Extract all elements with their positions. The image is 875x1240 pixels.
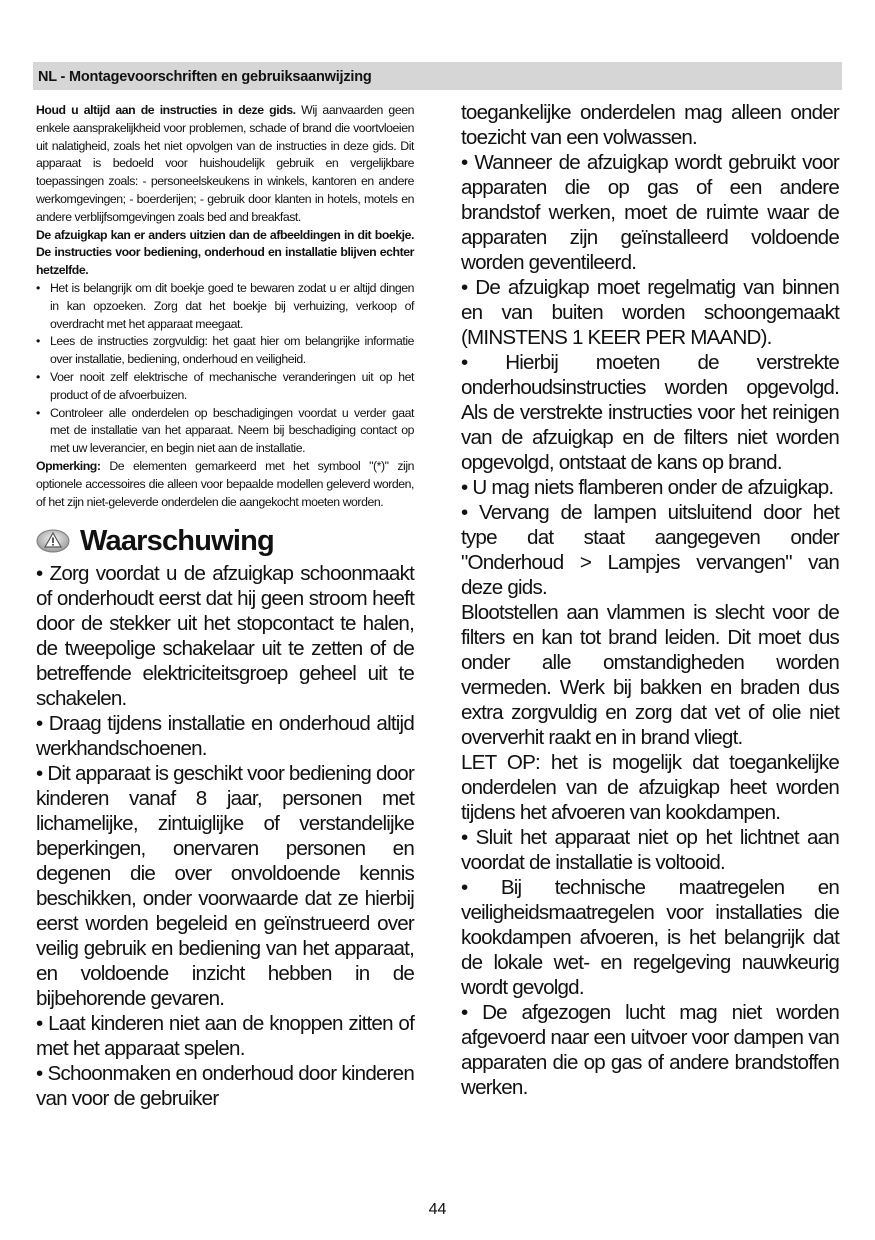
note-label: Opmerking: — [36, 458, 101, 473]
warning-paragraph: • Zorg voordat u de afzuigkap schoonmaakt of onderhoudt eerst dat hij geen stroom heeft door de stekker uit het stopcontact te halen, de tweepolige schakelaar uit te zetten of de betreffende elektriciteitsgroep geheel uit te schakelen. — [36, 562, 414, 711]
appearance-note — [36, 227, 414, 280]
intro-lead-text: Wij aanvaarden geen enkele aansprakelijkheid voor problemen, schade of brand die voortvloeien uit nalatigheid, zoals het niet opvolgen van de instructies in deze gids. Dit apparaat is bedoeld voor huishoudelijk gebruik en vergelijkbare toepassingen zoals: - personeelskeukens in winkels, kantoren en andere werkomgevingen; - boerderijen; - gebruik door klanten in hotels, motels en andere verblijfsomgevingen zoals bed and breakfast. — [36, 103, 414, 224]
warning-paragraph: • Bij technische maatregelen en veiligheidsmaatregelen voor installaties die kookdampen afvoeren, is het belangrijk dat de lokale wet- en regelgeving nauwkeurig wordt gevolgd. — [461, 876, 839, 999]
list-item: • Lees de instructies zorgvuldig: het gaat hier om belangrijke informatie over installatie, bediening, onderhoud en veiligheid. — [36, 333, 414, 369]
warning-paragraph: • Sluit het apparaat niet op het lichtnet aan voordat de installatie is voltooid. — [461, 826, 839, 874]
warning-paragraph: • Draag tijdens installatie en onderhoud altijd werkhandschoenen. — [36, 712, 414, 761]
appearance-note-bold: De afzuigkap kan er anders uitzien dan de afbeeldingen in dit boekje. De instructies voor bediening, onderhoud en installatie blijven echter hetzelfde. — [36, 227, 414, 278]
list-item: • Voer nooit zelf elektrische of mechanische veranderingen uit op het product of de afvoerbuizen. — [36, 369, 414, 405]
warning-title: Waarschuwing — [80, 524, 274, 557]
intro-bullet-list — [36, 280, 414, 458]
warning-paragraph: • Hierbij moeten de verstrekte onderhoudsinstructies worden opgevolgd. Als de verstrekte instructies voor het reinigen van de afzuigkap en de filters niet worden opgevolgd, ontstaat de kans op brand. — [461, 351, 839, 474]
warning-paragraph: • Schoonmaken en onderhoud door kinderen van voor de gebruiker — [36, 1062, 414, 1111]
warning-triangle-icon — [36, 529, 70, 553]
warning-paragraph: • De afgezogen lucht mag niet worden afgevoerd naar een uitvoer voor dampen van apparaten die op gas of andere brandstoffen werken. — [461, 1001, 839, 1099]
section-header — [33, 62, 842, 90]
warning-heading — [36, 521, 414, 561]
warning-paragraph: LET OP: het is mogelijk dat toegankelijke onderdelen van de afzuigkap heet worden tijdens het afvoeren van kookdampen. — [461, 751, 839, 824]
page-number: 44 — [428, 1201, 447, 1218]
warning-paragraph: toegankelijke onderdelen mag alleen onder toezicht van een volwassen. — [461, 101, 839, 149]
intro-paragraph — [36, 102, 414, 227]
intro-lead-bold: Houd u altijd aan de instructies in deze gids. — [36, 103, 296, 117]
intro-section — [36, 102, 414, 511]
list-item: • Controleer alle onderdelen op beschadigingen voordat u verder gaat met de installatie van het apparaat. Neem bij beschadiging contact op met uw leverancier, en begin niet aan de installatie. — [36, 405, 414, 458]
section-header-title: NL - Montagevoorschriften en gebruiksaanwijzing — [38, 69, 372, 85]
warning-paragraph: • De afzuigkap moet regelmatig van binnen en van buiten worden schoongemaakt (MINSTENS 1 KEER PER MAAND). — [461, 276, 839, 349]
warning-paragraph: Blootstellen aan vlammen is slecht voor de filters en kan tot brand leiden. Dit moet dus onder alle omstandigheden worden vermeden. Werk bij bakken en braden dus extra zorgvuldig en zorg dat vet of olie niet oververhit raakt en in brand vliegt. — [461, 601, 839, 749]
warning-left-text — [36, 561, 414, 1111]
warning-paragraph: • Laat kinderen niet aan de knoppen zitten of met het apparaat spelen. — [36, 1012, 414, 1061]
left-column — [36, 102, 414, 1111]
optional-accessories-note — [36, 458, 414, 511]
list-item: • Het is belangrijk om dit boekje goed te bewaren zodat u er altijd dingen in kan opzoeken. Zorg dat het boekje bij verhuizing, verkoop of overdracht met het apparaat meegaat. — [36, 280, 414, 333]
warning-paragraph: • Vervang de lampen uitsluitend door het type dat staat aangegeven onder "Onderhoud > Lampjes vervangen" van deze gids. — [461, 501, 839, 599]
warning-paragraph: • Dit apparaat is geschikt voor bediening door kinderen vanaf 8 jaar, personen met lichamelijke, zintuiglijke of verstandelijke beperkingen, onervaren personen en degenen die over onvoldoende kennis beschikken, onder voorwaarde dat ze hierbij eerst worden begeleid en geïnstrueerd over veilig gebruik en bediening van het apparaat, en voldoende inzicht hebben in de bijbehorende gevaren. — [36, 762, 414, 1011]
note-text: De elementen gemarkeerd met het symbool "(*)" zijn optionele accessoires die alleen voor bepaalde modellen geleverd worden, of het zijn niet-geleverde onderdelen die aangekocht moeten worden. — [36, 458, 414, 509]
warning-paragraph: • Wanneer de afzuigkap wordt gebruikt voor apparaten die op gas of een andere brandstof werken, moet de ruimte waar de apparaten zijn geïnstalleerd voldoende worden geventileerd. — [461, 151, 839, 274]
warning-paragraph: • U mag niets flamberen onder de afzuigkap. — [461, 476, 834, 499]
right-column — [461, 100, 839, 1100]
